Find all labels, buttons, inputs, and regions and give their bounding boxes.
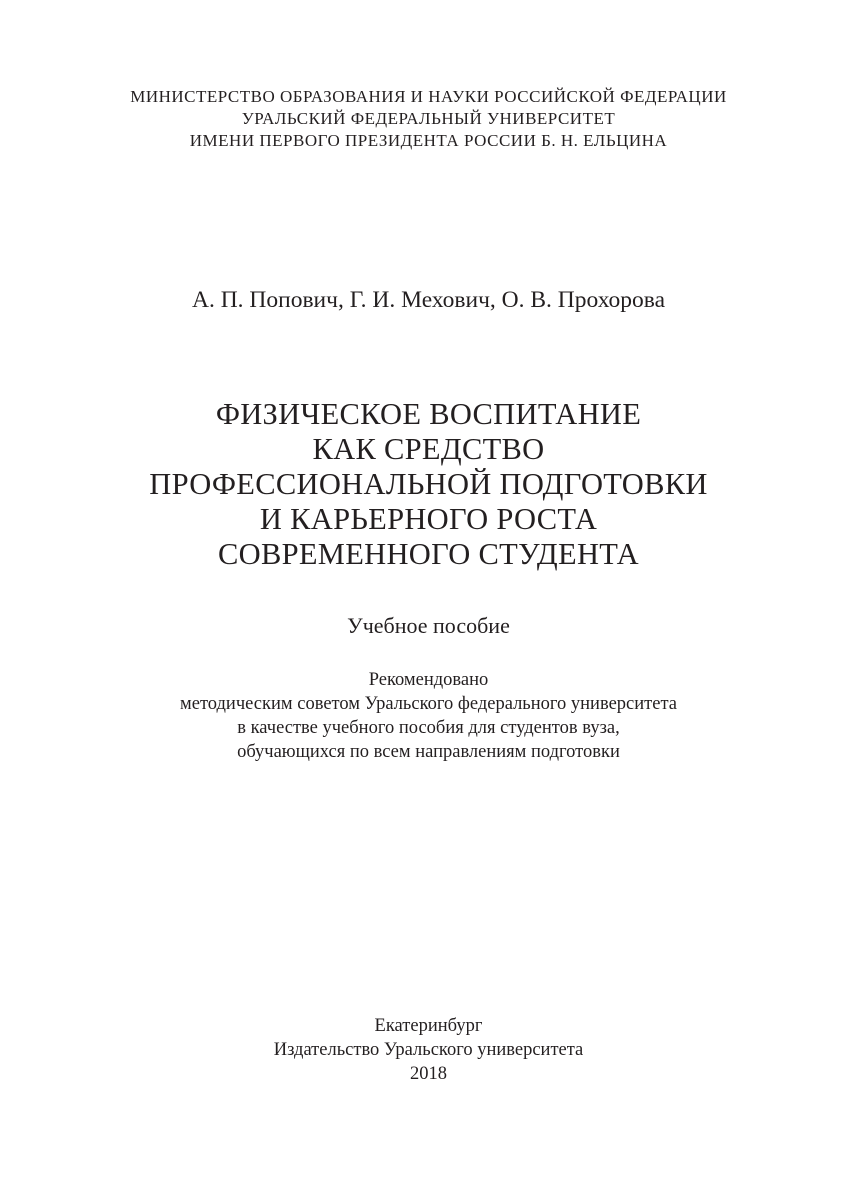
- recommendation-line-2: методическим советом Уральского федерального университета: [180, 694, 677, 714]
- recommendation-note: [0, 668, 857, 764]
- book-title-line-3: ПРОФЕССИОНАЛЬНОЙ ПОДГОТОВКИ: [149, 467, 708, 501]
- imprint-year: 2018: [410, 1064, 447, 1084]
- university-name: УРАЛЬСКИЙ ФЕДЕРАЛЬНЫЙ УНИВЕРСИТЕТ: [241, 109, 616, 128]
- authors: [0, 285, 857, 315]
- book-title-line-2: КАК СРЕДСТВО: [312, 432, 545, 466]
- authors-list: А. П. Попович, Г. И. Мехович, О. В. Прохорова: [191, 287, 666, 313]
- institution-header: [0, 86, 857, 152]
- book-subtitle: [0, 612, 857, 640]
- recommendation-line-4: обучающихся по всем направлениям подготовки: [237, 742, 620, 762]
- imprint-publisher: Издательство Уральского университета: [273, 1040, 584, 1060]
- recommendation-line-1: Рекомендовано: [368, 670, 489, 690]
- ministry-name: МИНИСТЕРСТВО ОБРАЗОВАНИЯ И НАУКИ РОССИЙСКОЙ ФЕДЕРАЦИИ: [130, 87, 727, 106]
- book-type: Учебное пособие: [347, 613, 510, 638]
- book-title-line-1: ФИЗИЧЕСКОЕ ВОСПИТАНИЕ: [215, 397, 642, 431]
- book-title-line-4: И КАРЬЕРНОГО РОСТА: [259, 502, 598, 536]
- book-title-line-5: СОВРЕМЕННОГО СТУДЕНТА: [217, 537, 640, 571]
- imprint: [0, 1014, 857, 1086]
- imprint-city: Екатеринбург: [374, 1016, 483, 1036]
- recommendation-line-3: в качестве учебного пособия для студентов вуза,: [237, 718, 620, 738]
- book-title: [0, 397, 857, 572]
- university-dedication: ИМЕНИ ПЕРВОГО ПРЕЗИДЕНТА РОССИИ Б. Н. ЕЛЬЦИНА: [189, 131, 668, 150]
